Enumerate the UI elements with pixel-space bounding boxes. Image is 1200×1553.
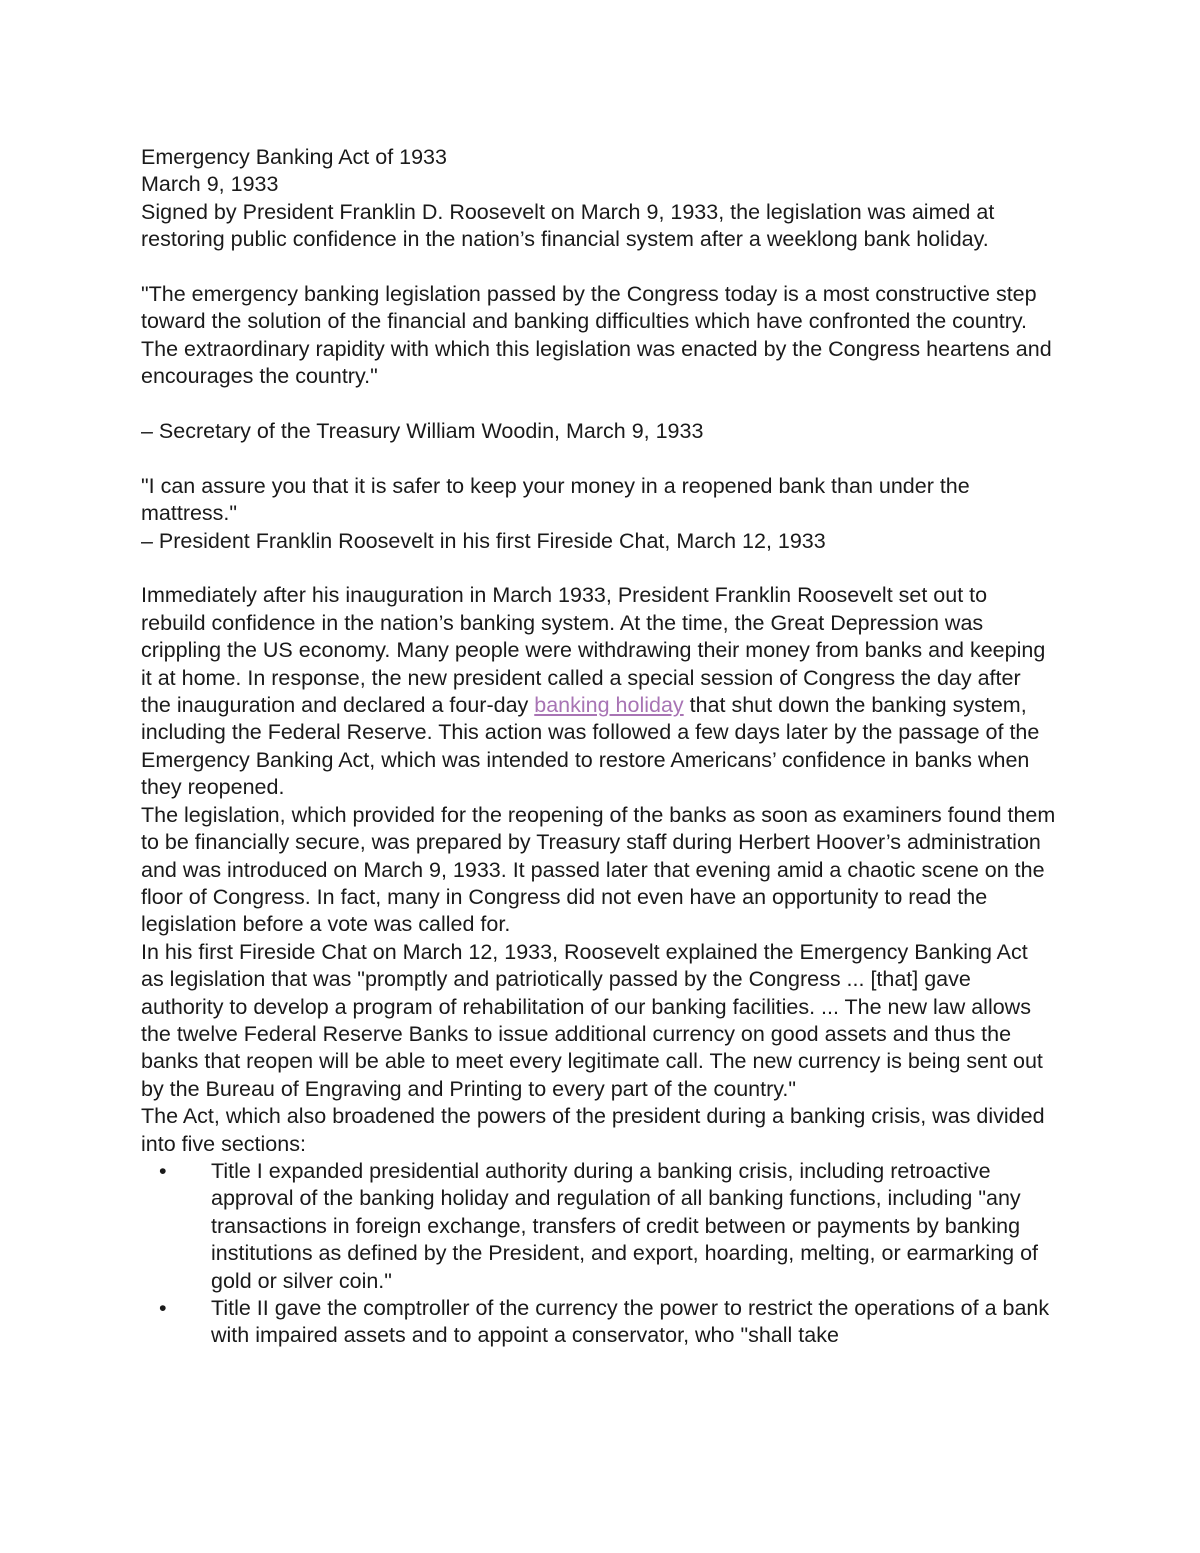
body-paragraph-1-text-after: that shut down the banking system, including the Federal Reserve. This action was followed a few days later by the passage of the Emergency Banking Act, which was intended to restore Americans’ confidence in banks when they reopened. — [141, 693, 1040, 800]
spacer — [141, 555, 1056, 582]
woodin-quote: "The emergency banking legislation passed by the Congress today is a most constructive step toward the solution of the financial and banking difficulties which have confronted the country. The extraordinary rapidity with which this legislation was enacted by the Congress heartens and encourages the country." — [141, 282, 1052, 389]
list-item-text: Title II gave the comptroller of the currency the power to restrict the operations of a bank with impaired assets and to appoint a conservator, who "shall take — [211, 1296, 1050, 1348]
woodin-attribution: – Secretary of the Treasury William Woodin, March 9, 1933 — [141, 419, 704, 444]
bullet-icon: • — [159, 1158, 167, 1183]
spacer — [141, 445, 1056, 472]
spacer — [141, 391, 1056, 418]
bullet-icon: • — [159, 1296, 167, 1320]
body-paragraph-2: The legislation, which provided for the reopening of the banks as soon as examiners found them to be financially secure, was prepared by Treasury staff during Herbert Hoover’s administration and was introduced on March 9, 1933. It passed later that evening amid a chaotic scene on the floor of Congress. In fact, many in Congress did not even have an opportunity to read the legislation before a vote was called for. — [141, 802, 1056, 937]
document-page — [141, 144, 1056, 1350]
document-date: March 9, 1933 — [141, 172, 279, 197]
banking-holiday-link[interactable]: banking holiday — [534, 693, 684, 718]
body-paragraph-1-text-before: Immediately after his inauguration in March 1933, President Franklin Roosevelt set out to rebuild confidence in the nation’s banking system. At the time, the Great Depression was crippling the US economy. Many people were withdrawing their money from banks and keeping it at home. In response, the new president called a special session of Congress the day after the inauguration and declared a four-day — [141, 583, 1046, 718]
body-paragraph-4: The Act, which also broadened the powers of the president during a banking crisis, was divided into five sections: — [141, 1104, 1045, 1156]
act-sections-list — [141, 1158, 1056, 1350]
roosevelt-attribution: – President Franklin Roosevelt in his first Fireside Chat, March 12, 1933 — [141, 528, 826, 553]
intro-paragraph: Signed by President Franklin D. Roosevelt on March 9, 1933, the legislation was aimed at restoring public confidence in the nation’s financial system after a weeklong bank holiday. — [141, 199, 995, 252]
spacer — [141, 254, 1056, 281]
list-item — [141, 1295, 1056, 1350]
roosevelt-quote: "I can assure you that it is safer to keep your money in a reopened bank than under the mattress." — [141, 473, 970, 526]
document-title: Emergency Banking Act of 1933 — [141, 145, 447, 169]
body-paragraph-1 — [141, 582, 1056, 801]
list-item — [141, 1158, 1056, 1295]
body-paragraph-3: In his first Fireside Chat on March 12, 1933, Roosevelt explained the Emergency Banking Act as legislation that was "promptly and patriotically passed by the Congress ... [that] gave authority to develop a program of rehabilitation of our banking facilities. ... The new law allows the twelve Federal Reserve Banks to issue additional currency on good assets and thus the banks that reopen will be able to meet every legitimate call. The new currency is being sent out by the Bureau of Engraving and Printing to every part of the country." — [141, 939, 1043, 1101]
list-item-text: Title I expanded presidential authority during a banking crisis, including retroactive approval of the banking holiday and regulation of all banking functions, including "any transactions in foreign exchange, transfers of credit between or payments by banking institutions as defined by the President, and export, hoarding, melting, or earmarking of gold or silver coin." — [211, 1158, 1039, 1293]
